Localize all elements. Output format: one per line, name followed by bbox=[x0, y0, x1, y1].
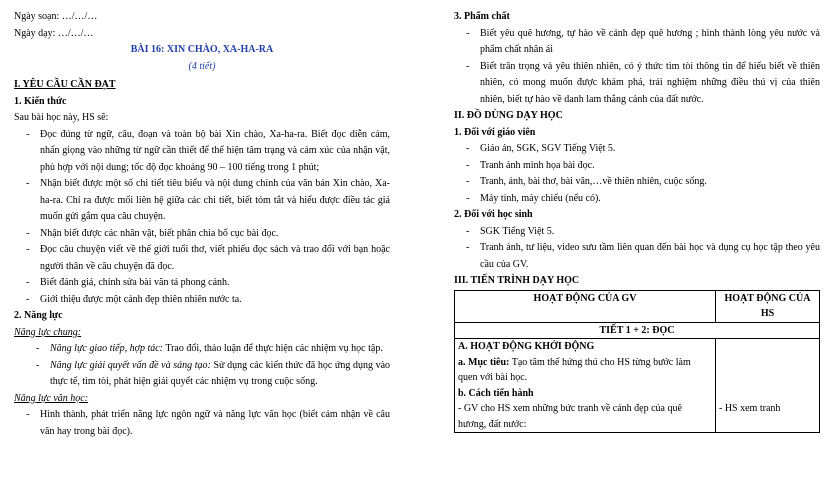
item-lead: Năng lực giải quyết vấn đề và sáng tạo: bbox=[50, 359, 211, 371]
list-item: - Đọc đúng từ ngữ, câu, đoạn và toàn bộ bài Xin chào, Xa-ha-ra. Biết đọc diễn cảm, nhấn giọng vào những từ ngữ cần thiết để thể hiện tâm trạng và cảm xúc của nhận vật, phù hợp với nội dung; tốc độ đọc khoảng 90 – 100 tiếng trong 1 phút; bbox=[14, 127, 390, 177]
heading-knowledge: 1. Kiến thức bbox=[14, 95, 67, 107]
spacer bbox=[719, 339, 816, 401]
list-item: - Biết đánh giá, chỉnh sửa bài văn tả phong cảnh. bbox=[14, 275, 390, 292]
header-student-activity: HOẠT ĐỘNG CỦA HS bbox=[716, 290, 820, 322]
list-item: - Tranh, ảnh, bài thơ, bài văn,…về thiên nhiên, cuộc sống. bbox=[454, 174, 820, 191]
heading-qualities: 3. Phẩm chất bbox=[454, 11, 510, 22]
list-item: - Giới thiệu được một cảnh đẹp thiên nhiên nước ta. bbox=[14, 292, 390, 309]
table-header-row bbox=[455, 290, 820, 322]
teacher-activity-cell bbox=[455, 339, 716, 433]
list-item: - Giáo án, SGK, SGV Tiếng Việt 5. bbox=[454, 141, 820, 158]
heading-general-competence: Năng lực chung: bbox=[14, 326, 82, 338]
heading-teacher-materials: 1. Đối với giáo viên bbox=[454, 126, 536, 138]
activity-table bbox=[454, 290, 820, 434]
student-step: - HS xem tranh bbox=[719, 403, 781, 414]
date-prepared: Ngày soạn: …/…/… bbox=[14, 11, 98, 22]
left-column bbox=[14, 9, 390, 440]
student-activity-cell bbox=[716, 339, 820, 433]
heading-literary-competence: Năng lực văn học: bbox=[14, 392, 89, 404]
list-item: - Nhận biết được các nhân vật, biết phân chia bố cục bài đọc. bbox=[14, 226, 390, 243]
knowledge-intro: Sau bài học này, HS sẽ: bbox=[14, 112, 109, 123]
list-item: - Tranh ảnh minh họa bài đọc. bbox=[454, 158, 820, 175]
table-row bbox=[455, 322, 820, 339]
teacher-materials-list bbox=[454, 141, 820, 207]
literary-competence-list bbox=[14, 407, 390, 440]
objective bbox=[458, 355, 712, 386]
period-label: TIẾT 1 + 2: ĐỌC bbox=[455, 322, 820, 339]
list-item bbox=[14, 341, 390, 358]
procedure-label: b. Cách tiến hành bbox=[458, 387, 534, 399]
list-item: - Đọc câu chuyện viết về thế giới tuổi thơ, viết phiếu đọc sách và trao đổi với bạn hoặc người thân về câu chuyện đã đọc. bbox=[14, 242, 390, 275]
list-item: - Máy tính, máy chiếu (nếu có). bbox=[454, 191, 820, 208]
list-item bbox=[14, 358, 390, 391]
table-row bbox=[455, 339, 820, 433]
section-requirements: I. YÊU CẦU CẦN ĐẠT bbox=[14, 79, 116, 90]
student-materials-list bbox=[454, 224, 820, 274]
item-lead: Năng lực giao tiếp, hợp tác: bbox=[50, 343, 163, 354]
general-competence-list bbox=[14, 341, 390, 391]
heading-student-materials: 2. Đối với học sinh bbox=[454, 209, 533, 220]
activity-title: A. HOẠT ĐỘNG KHỞI ĐỘNG bbox=[458, 341, 595, 352]
section-procedure: III. TIẾN TRÌNH DẠY HỌC bbox=[454, 275, 580, 286]
lesson-duration: (4 tiết) bbox=[188, 60, 216, 72]
objective-text: Tạo tâm thế hứng thú cho HS từng bước làm quen với bài học. bbox=[458, 356, 691, 383]
list-item: - SGK Tiếng Việt 5. bbox=[454, 224, 820, 241]
objective-label: a. Mục tiêu: bbox=[458, 356, 510, 368]
qualities-list bbox=[454, 26, 820, 109]
header-teacher-activity: HOẠT ĐỘNG CỦA GV bbox=[455, 290, 716, 322]
item-text: Trao đổi, thảo luận để thực hiện các nhiệm vụ học tập. bbox=[163, 343, 383, 354]
item-text: Sử dụng các kiến thức đã học ứng dụng vào thực tế, tìm tòi, phát hiện giải quyết các nhiệm vụ trong cuộc sống. bbox=[50, 359, 391, 387]
date-taught: Ngày dạy: …/…/… bbox=[14, 27, 94, 39]
list-item: - Biết trân trọng và yêu thiên nhiên, có ý thức tìm tòi thông tin để hiểu biết về thiên nhiên, có mong muốn được khám phá, trải nghiệm những điều thú vị của thiên nhiên, biết tự hào về danh lam thắng cảnh của đất nước. bbox=[454, 59, 820, 109]
knowledge-list bbox=[14, 127, 390, 309]
list-item: - Tranh ảnh, tư liệu, video sưu tầm liên quan đến bài học và dụng cụ học tập theo yêu cầu của GV. bbox=[454, 240, 820, 273]
list-item: - Biết yêu quê hương, tự hào về cảnh đẹp quê hương ; hình thành lòng yêu nước và phẩm chất nhân ái bbox=[454, 26, 820, 59]
list-item: - Hình thành, phát triển năng lực ngôn ngữ và năng lực văn học (biết cảm nhận về câu văn hay trong bài đọc). bbox=[14, 407, 390, 440]
right-column bbox=[454, 9, 820, 433]
section-materials: II. ĐỒ DÙNG DẠY HỌC bbox=[454, 110, 563, 121]
heading-competence: 2. Năng lực bbox=[14, 310, 63, 321]
list-item: - Nhận biết được một số chi tiết tiêu biểu và nội dung chính của văn bản Xin chào, Xa-ha-ra. Chỉ ra được mối liên hệ giữa các chi tiết, biết tóm tắt và hiểu được điều tác giả muốn gửi gắm qua câu chuyện. bbox=[14, 176, 390, 226]
teacher-step: - GV cho HS xem những bức tranh về cảnh đẹp của quê hương, đất nước: bbox=[458, 403, 682, 430]
lesson-title: BÀI 16: XIN CHÀO, XA-HA-RA bbox=[130, 44, 274, 55]
